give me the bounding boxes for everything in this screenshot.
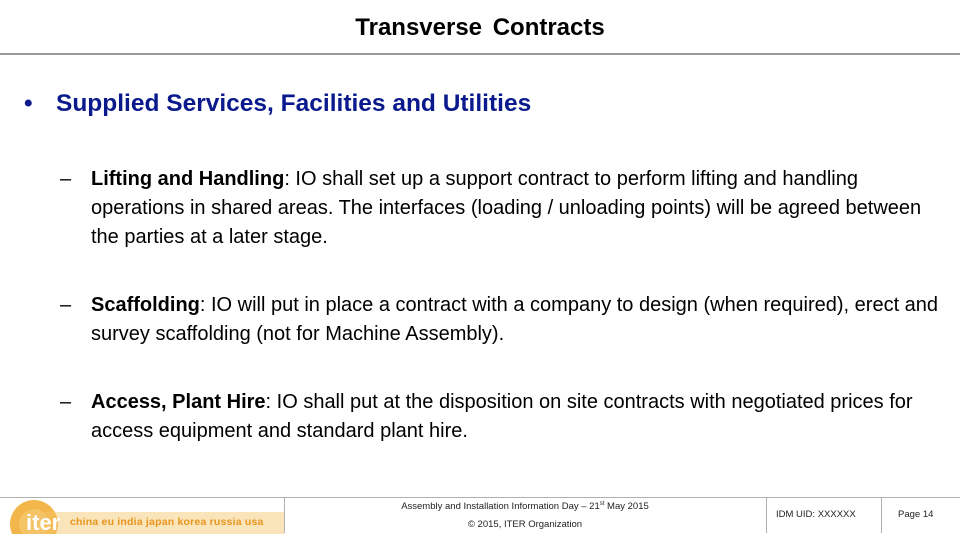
- title-divider: [0, 53, 960, 55]
- item-dash: –: [60, 294, 72, 316]
- page-number: Page 14: [898, 509, 934, 520]
- copyright: © 2015, ITER Organization: [467, 519, 583, 530]
- logo-tagline: china eu india japan korea russia usa: [70, 516, 264, 528]
- item-term: Access, Plant Hire: [91, 391, 266, 413]
- heading-text: Supplied Services, Facilities and Utilities: [56, 90, 532, 117]
- section-heading: [24, 90, 531, 118]
- item-term: Lifting and Handling: [91, 168, 285, 190]
- event-line: Assembly and Installation Information Day – 21st May 2015: [401, 501, 649, 513]
- logo-word: iter: [26, 510, 61, 534]
- item-text: : IO will put in place a contract with a company to design (when required), erect and survey scaffolding (not for Machine Assembly).: [91, 294, 939, 345]
- list-item: [60, 388, 940, 446]
- item-text: : IO shall put at the disposition on site contracts with negotiated prices for access equipment and standard plant hire.: [91, 391, 913, 442]
- slide-title: Transverse Contracts: [355, 14, 605, 41]
- heading-bullet: •: [24, 90, 33, 117]
- item-text: : IO shall set up a support contract to perform lifting and handling operations in shared areas. The interfaces (loading / unloading points) will be agreed between the parties at a later stage.: [91, 168, 922, 248]
- footer-separator: [881, 497, 882, 533]
- item-term: Scaffolding: [91, 294, 200, 316]
- list-item: [60, 291, 940, 349]
- idm-uid: IDM UID: XXXXXX: [776, 509, 856, 520]
- item-dash: –: [60, 391, 72, 413]
- list-item: [60, 165, 940, 252]
- footer-separator: [766, 497, 767, 533]
- item-dash: –: [60, 168, 72, 190]
- item-list: [60, 165, 940, 485]
